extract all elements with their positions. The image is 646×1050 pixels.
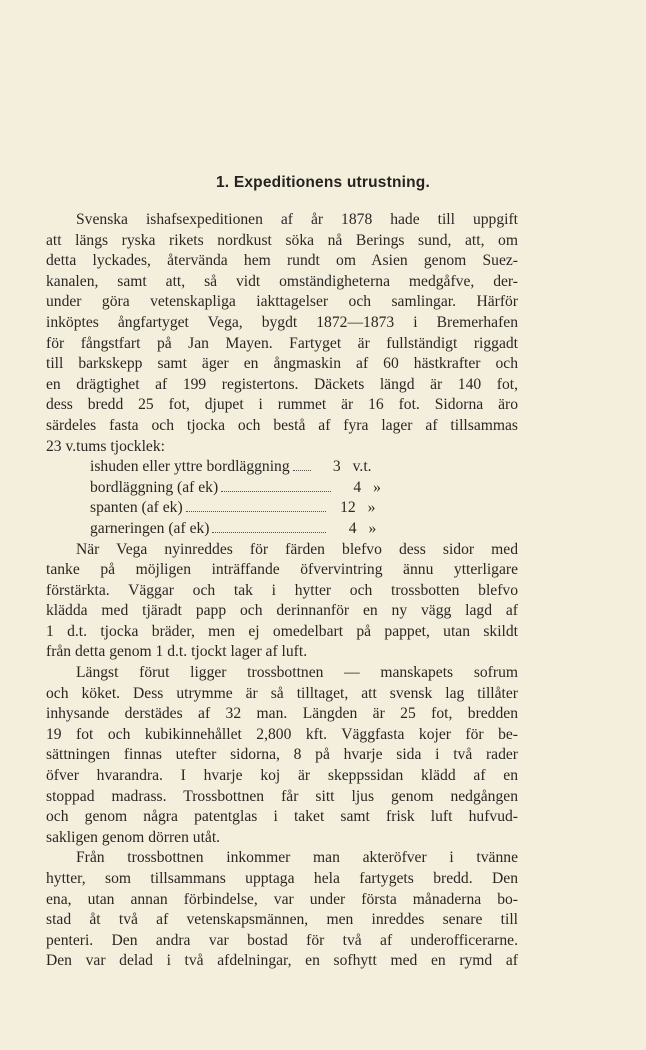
text-line: hytter, som tillsammans upptaga hela fartygets bredd. Den bbox=[46, 870, 518, 887]
paragraph-cabins bbox=[46, 848, 518, 972]
table-label: garneringen (af ek) bbox=[90, 519, 210, 537]
table-label: bordläggning (af ek) bbox=[90, 478, 219, 496]
leader-dots bbox=[186, 511, 326, 512]
text-line: inköptes ångfartyget Vega, bygdt 1872—1873 i Bremerhafen bbox=[46, 313, 518, 331]
text-line: och köket. Dess utrymme är så tilltaget, att svensk lag tillåter bbox=[46, 684, 518, 702]
table-unit: » bbox=[367, 499, 376, 517]
paragraph-reinforcement bbox=[46, 540, 518, 664]
table-unit: » bbox=[373, 478, 381, 496]
text-line: öfver hvarandra. I hvarje koj är skeppssidan klädd af en bbox=[46, 767, 518, 785]
text-line: kanalen, samt att, så vidt omständigheterna medgåfve, der- bbox=[46, 272, 518, 290]
text-line: under göra vetenskapliga iakttagelser och samlingar. Härför bbox=[46, 293, 518, 311]
text-line: ena, utan annan förbindelse, var under första månaderna bo- bbox=[46, 890, 518, 908]
text-line: tanke på möjligen inträffande öfvervintring ännu ytterligare bbox=[46, 561, 518, 579]
text-line: dess bredd 25 fot, djupet i rummet är 16 fot. Sidorna äro bbox=[46, 396, 518, 414]
text-line: klädda med tjäradt papp och derinnanför en ny vägg lagd af bbox=[46, 602, 518, 620]
table-label: spanten (af ek) bbox=[90, 499, 183, 517]
table-unit: » bbox=[368, 519, 377, 537]
text-line: att längs ryska rikets nordkust söka nå Berings sund, att, om bbox=[46, 231, 518, 249]
text-line: Längst förut ligger trossbottnen — manskapets sofrum bbox=[76, 664, 518, 682]
table-label: ishuden eller yttre bordläggning bbox=[90, 458, 290, 476]
table-value: 3 bbox=[332, 458, 341, 476]
text-line: inhysande derstädes af 32 man. Längden är 25 fot, bredden bbox=[46, 705, 518, 723]
text-line: särdeles fasta och tjocka och bestå af fyra lager af tillsammas bbox=[46, 416, 518, 434]
text-line: och genom några patentglas i taket samt frisk luft hufvud- bbox=[46, 808, 518, 826]
text-line: Svenska ishafsexpeditionen af år 1878 hade till uppgift bbox=[76, 211, 518, 228]
text-line: en drägtighet af 199 registertons. Däckets längd är 140 fot, bbox=[46, 375, 518, 393]
table-row bbox=[46, 457, 518, 478]
text-line: från detta genom 1 d.t. tjockt lager af luft. bbox=[46, 643, 308, 661]
text-line: stad åt två af vetenskapsmännen, men inreddes senare till bbox=[46, 911, 518, 929]
text-line: stoppad madrass. Trossbottnen får sitt ljus genom nedgången bbox=[46, 787, 518, 805]
table-unit: v.t. bbox=[352, 458, 372, 476]
leader-dots bbox=[293, 470, 311, 471]
text-line: till barkskepp samt äger en ångmaskin af 60 hästkrafter och bbox=[46, 355, 518, 373]
text-line: När Vega nyinreddes för färden blefvo dess sidor med bbox=[76, 540, 518, 558]
text-line: 19 fot och kubikinnehållet 2,800 kft. Väggfasta kojer för be- bbox=[46, 725, 518, 743]
leader-dots bbox=[212, 532, 326, 533]
text-line: förstärkta. Väggar och tak i hytter och trossbotten blefvo bbox=[46, 581, 518, 599]
table-row bbox=[46, 519, 518, 540]
text-line: sakligen genom dörren utåt. bbox=[46, 828, 221, 846]
text-line: Den var delad i två afdelningar, en sofhytt med en rymd af bbox=[46, 952, 518, 970]
table-row bbox=[46, 478, 518, 499]
paragraph-ship-intro bbox=[46, 210, 518, 457]
table-value: 4 bbox=[353, 478, 362, 496]
text-line: penteri. Den andra var bostad för två af underofficerarne. bbox=[46, 931, 518, 949]
leader-dots bbox=[221, 491, 331, 492]
section-heading: 1. Expeditionens utrustning. bbox=[215, 174, 430, 191]
text-line: Från trossbottnen inkommer man akteröfver i tvänne bbox=[76, 849, 518, 867]
text-line: detta lyckades, återvända hem rundt om Asien genom Suez- bbox=[46, 252, 518, 270]
text-line: sättningen finnas utefter sidorna, 8 på hvarje sida i två rader bbox=[46, 746, 518, 764]
paragraph-crew-quarters bbox=[46, 663, 518, 848]
text-line: för fångstfart på Jan Mayen. Fartyget är fullständigt riggadt bbox=[46, 334, 518, 352]
table-value: 12 bbox=[340, 499, 356, 517]
body-text bbox=[46, 210, 518, 972]
thickness-table bbox=[46, 457, 518, 539]
text-line: 23 v.tums tjocklek: bbox=[46, 437, 165, 455]
table-value: 4 bbox=[348, 519, 357, 537]
table-row bbox=[46, 498, 518, 519]
text-line: 1 d.t. tjocka bräder, men ej omedelbart på pappet, utan skildt bbox=[46, 622, 518, 640]
